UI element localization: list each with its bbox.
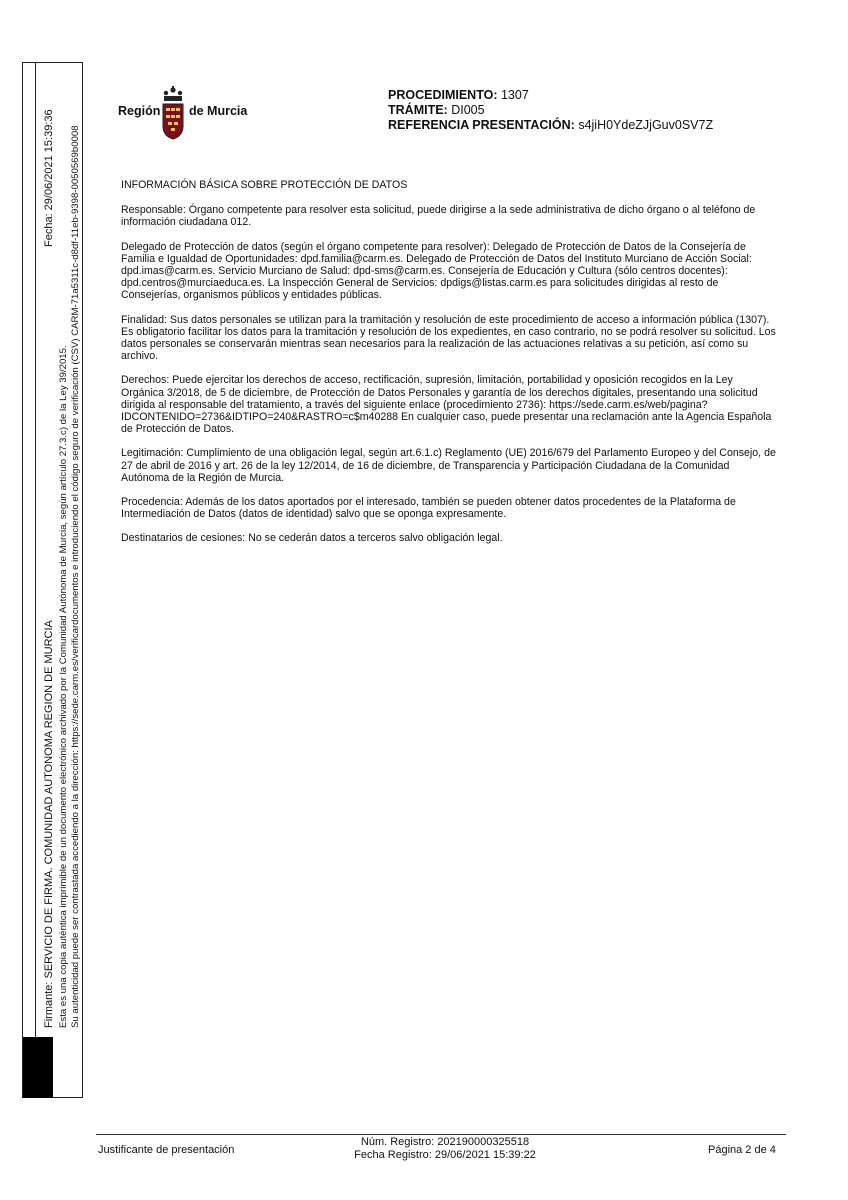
signature-redaction-block — [23, 1037, 53, 1098]
footer-registry — [330, 1136, 560, 1162]
authentic-copy-notice: Esta es una copia auténtica imprimible de un documento electrónico archivado por la Comunidad Autónoma de Murcia, según artículo 27.3.c) de la Ley 39/2015. — [58, 345, 69, 1028]
tramite-line — [388, 103, 713, 118]
paragraph-procedencia: Procedencia: Además de los datos aportados por el interesado, también se pueden obtener datos procedentes de la Plataforma de Intermediación de Datos (datos de identidad) salvo que se oponga expresamente. — [121, 496, 736, 521]
coat-of-arms-icon — [158, 86, 188, 140]
logo-text-right: de Murcia — [189, 104, 248, 118]
signature-strip-divider — [35, 62, 36, 1037]
signer-text: Firmante: SERVICIO DE FIRMA. COMUNIDAD AUTONOMA REGION DE MURCIA — [43, 620, 55, 1028]
procedure-label: PROCEDIMIENTO: — [388, 88, 498, 102]
paragraph-derechos: Derechos: Puede ejercitar los derechos de acceso, rectificación, supresión, limitación, portabilidad y oposición recogidos en la Ley Orgánica 3/2018, de 5 de diciembre, de Protección de Datos Personales y garantía de los derechos digitales, presentando una solicitud dirigida al responsable del tratamiento, a través del siguiente enlace (procedimiento 2736): https://sede.carm.es/web/pagina?IDCONTENIDO=2736&IDTIPO=240&RASTRO=c$m40288 En cualquier caso, puede presentar una reclamación ante la Agencia Española de Protección de Datos. — [121, 374, 772, 436]
logo-text-left: Región — [118, 104, 161, 118]
paragraph-legitimacion: Legitimación: Cumplimiento de una obligación legal, según art.6.1.c) Reglamento (UE) 2016/679 del Parlamento Europeo y del Consejo, de 27 de abril de 2016 y art. 26 de la ley 12/2014, de 16 de diciembre, de Transparencia y Participación Ciudadana de la Comunidad Autónoma de la Región de Murcia. — [121, 447, 776, 484]
paragraph-destinatarios: Destinatarios de cesiones: No se cederán datos a terceros salvo obligación legal. — [121, 532, 503, 545]
signature-date: Fecha: 29/06/2021 15:39:36 — [43, 109, 55, 247]
page-number: Página 2 de 4 — [708, 1144, 776, 1156]
section-title: INFORMACIÓN BÁSICA SOBRE PROTECCIÓN DE DATOS — [121, 179, 408, 191]
reference-label: REFERENCIA PRESENTACIÓN: — [388, 118, 575, 132]
procedure-value: 1307 — [500, 88, 529, 102]
reference-value: s4jiH0YdeZJjGuv0SV7Z — [578, 118, 714, 132]
footer-document-type: Justificante de presentación — [98, 1144, 235, 1156]
tramite-value: DI005 — [451, 103, 485, 117]
footer-divider — [96, 1134, 786, 1135]
registry-date: Fecha Registro: 29/06/2021 15:39:22 — [354, 1149, 536, 1161]
paragraph-finalidad: Finalidad: Sus datos personales se utilizan para la tramitación y resolución de este procedimiento de acceso a información pública (1307). Es obligatorio facilitar los datos para la tramitación y resolución de los expedientes, en caso contrario, no se podrá resolver su solicitud. Los datos personales se conservarán mientras sean necesarios para la realización de las actuaciones relativas a su petición, así como su archivo. — [121, 313, 776, 363]
reference-line — [388, 118, 713, 133]
region-de-murcia-logo — [118, 86, 248, 142]
verification-notice: Su autenticidad puede ser contrastada accediendo a la dirección: https://sede.carm.es/verificardocumentos e introduciendo el código seguro de verificación (CSV) CARM-71a5311c-d8df-11eb-9398-0050569b0008 — [70, 125, 81, 1028]
tramite-label: TRÁMITE: — [388, 103, 448, 117]
data-protection-section — [121, 179, 777, 557]
procedure-line — [388, 88, 713, 103]
registry-number: Núm. Registro: 202190000325518 — [360, 1136, 530, 1148]
paragraph-responsable: Responsable: Órgano competente para resolver esta solicitud, puede dirigirse a la sede administrativa de dicho órgano o al teléfono de información ciudadana 012. — [121, 204, 756, 229]
paragraph-delegado: Delegado de Protección de datos (según el órgano competente para resolver): Delegado de Protección de Datos de la Consejería de Familia e Igualdad de Oportunidades: dpd.familia@carm.es. Delegado de Protección de Datos del Instituto Murciano de Acción Social: dpd.imas@carm.es. Servicio Murciano de Salud: dpd-sms@carm.es. Consejería de Educación y Cultura (sólo centros docentes): dpd.centros@murciaeduca.es. La Inspección General de Servicios: dpdigs@listas.carm.es para solicitudes dirigidas al resto de Consejerías, organismos públicos y entidades públicas. — [121, 240, 752, 302]
procedure-info — [388, 88, 713, 133]
